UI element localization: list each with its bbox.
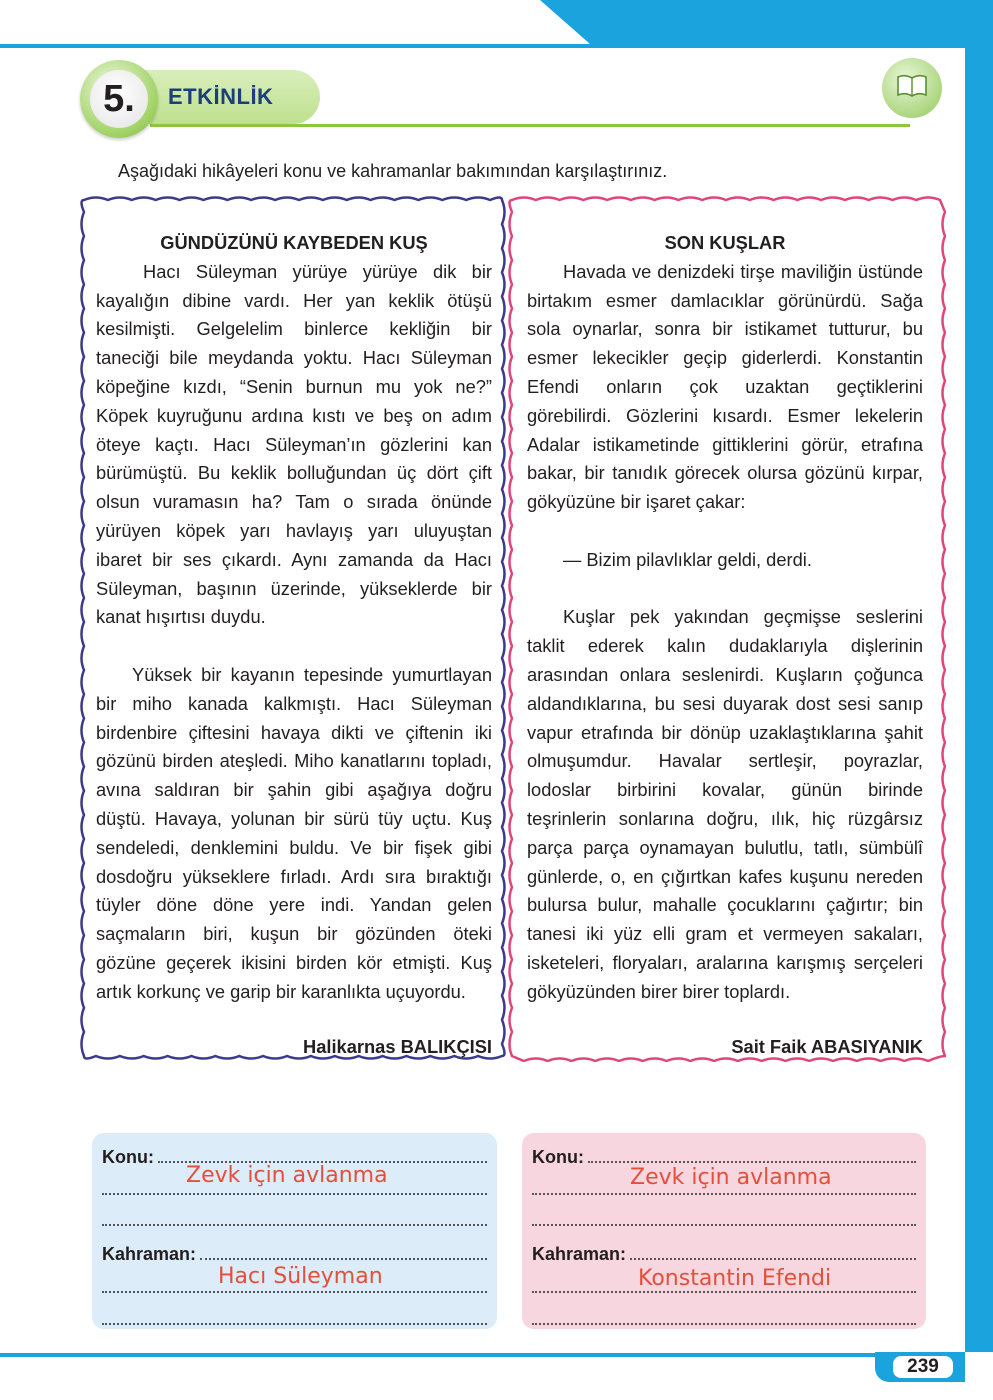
right-konu-label: Konu: [532,1147,584,1167]
left-story-author: Halikarnas BALIKÇISI [303,1036,492,1057]
top-banner-cutout [0,0,590,44]
left-kahraman-line-3 [102,1306,487,1330]
left-konu-answer: Zevk için avlanma [186,1163,388,1188]
right-konu-line-3 [532,1207,916,1231]
dotted-line[interactable] [102,1290,487,1293]
right-story [527,229,923,1059]
right-story-author: Sait Faik ABASIYANIK [731,1036,923,1057]
dotted-line[interactable] [102,1322,487,1325]
dotted-line[interactable] [532,1322,916,1325]
right-story-paragraph-1: Havada ve denizdeki tirşe maviliğin üstünde birtakım esmer damlacıklar görünürdü. Sağa sola oynarlar, sonra bir istikamet tutturur, bu esmer lekecikler geçip giderlerdi. Konstantin Efendi onların çok uzaktan geçtiklerini görebilirdi. Gözlerini kısardı. Esmer lekelerin Adalar istikametinde gittiklerini görür, etrafına bakar, bir tanıdık görecek olursa gözünü kırpar, gökyüzüne bir işaret çakar: [527,260,923,513]
right-story-paragraph-3: Kuşlar pek yakından geçmişse seslerini taklit ederek kalın dudaklarıyla dişlerinin arasından onlara seslenirdi. Kuşların çoğunca aldandıklarına, bu sesi duyarak dost sesi sanıp vapur etrafında bir dönüp uzaklaştıklarına şahit olmuşumdur. Havalar sertleşir, poyrazlar, lodoslar birbirini kovalar, günün birinde teşrinlerin sonlarına doğru, ılık, hiç rüzgârsız parça parça oynamayan bulutlu, tatlı, sümbülî günlerde, o, en çığırtkan kafes kuşunu nereden bulursa bulur, mahalle çocuklarını çağırtır; bin tanesi iki yüz elli gram et vermeyen sakaları, isketeleri, floryaları, aralarına karışmış serçeleri gökyüzünden birer birer toplardı. [527,606,923,1002]
dotted-line[interactable] [102,1192,487,1195]
header-rule [150,124,910,127]
left-story-title: GÜNDÜZÜNÜ KAYBEDEN KUŞ [160,232,428,253]
activity-number: 5. [103,78,135,120]
left-story-paragraph-1: Hacı Süleyman yürüye yürüye dik bir kayalığın dibine vardı. Her yan keklik ötüşü kesilmişti. Gelgelelim binlerce kekliğin bir taneciği bile meydanda yoktu. Hacı Süleyman köpeğine kızdı, “Senin burnun mu yok ne?” Köpek kuyruğunu ardına kıstı ve beş on adım öteye kaçtı. Hacı Süleyman’ın gözlerini kan bürümüştü. Bu keklik bolluğundan üç dört çift olsun vuramasın ha? Tam o sırada önünde yürüyen köpek yarı havlayış yarı uluyuştan ibaret bir ses çıkardı. Aynı zamanda da Hacı Süleyman, başının üzerinde, yükseklerde bir kanat hışırtısı duydu. [96,260,492,628]
left-kahraman-line[interactable] [200,1257,487,1260]
right-story-paragraph-2: — Bizim pilavlıklar geldi, derdi. [563,548,812,570]
page-number: 239 [893,1356,953,1378]
book-icon [882,58,942,118]
right-kahraman-line-3 [532,1306,916,1330]
dotted-line[interactable] [532,1223,916,1226]
left-konu-label: Konu: [102,1147,154,1167]
left-kahraman-row [102,1241,487,1265]
right-margin-bar [965,0,993,1400]
right-kahraman-row [532,1241,916,1265]
left-kahraman-answer: Hacı Süleyman [218,1264,383,1289]
left-story [96,229,492,1059]
right-konu-answer: Zevk için avlanma [630,1165,832,1190]
right-kahraman-answer: Konstantin Efendi [638,1266,832,1291]
right-konu-line[interactable] [588,1160,916,1163]
bottom-rule [0,1353,965,1357]
dotted-line[interactable] [532,1192,916,1195]
right-kahraman-line[interactable] [630,1257,916,1260]
right-answer-box [522,1133,926,1329]
instruction-text: Aşağıdaki hikâyeleri konu ve kahramanlar bakımından karşılaştırınız. [118,161,668,181]
left-konu-line-3 [102,1207,487,1231]
right-kahraman-label: Kahraman: [532,1244,627,1264]
left-story-paragraph-2: Yüksek bir kayanın tepesinde yumurtlayan bir miho kanada kalkmıştı. Hacı Süleyman birdenbire çiftesini havaya dikti ve çiftenin iki gözünü birden ateşledi. Miho kanatlarını topladı, avına saldıran bir şahin gibi aşağıya doğru düştü. Havaya, yolunan bir sürü tüy uçtu. Kuş sendeledi, denklemini buldu. Ve bir fişek gibi dosdoğru yükseklere fırladı. Ardı sıra bıraktığı tüyler döne döne yere indi. Yandan gelen saçmaların biri, kuşun bir gözünden öteki gözüne geçerek ikisini birden kör etmişti. Kuş artık korkunç ve garip bir karanlıkta uçuyordu. [96,663,492,1002]
right-story-title: SON KUŞLAR [664,232,786,253]
left-kahraman-label: Kahraman: [102,1244,197,1264]
activity-title: ETKİNLİK [168,84,274,109]
dotted-line[interactable] [102,1223,487,1226]
bottom-margin [0,1352,993,1400]
left-answer-box [92,1133,497,1329]
